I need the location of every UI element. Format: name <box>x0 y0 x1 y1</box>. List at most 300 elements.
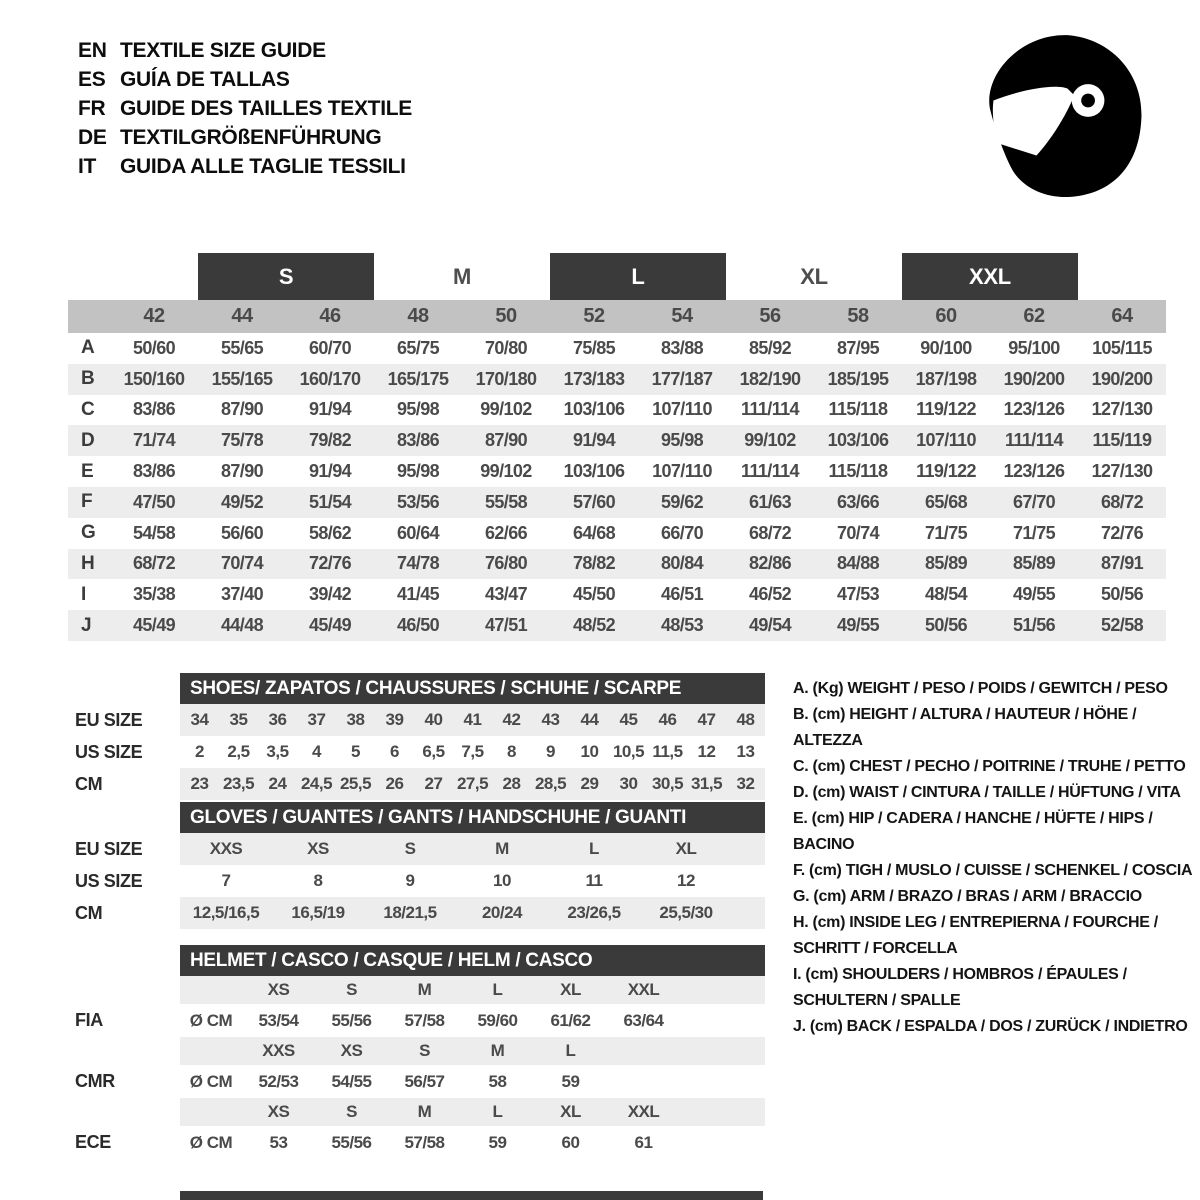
size-header-cell: M <box>417 1102 432 1121</box>
row-values <box>180 736 765 768</box>
value-cell: 26 <box>385 774 404 793</box>
size-cell: 87/90 <box>220 461 264 482</box>
table-row <box>68 487 1166 518</box>
size-header-cell: M <box>417 980 432 999</box>
row-values <box>180 976 765 1004</box>
size-cell: 83/86 <box>132 399 176 420</box>
size-header-cell: M <box>490 1041 505 1060</box>
value-cell: 61 <box>634 1132 653 1152</box>
language-row <box>78 36 412 65</box>
value-cell: 31,5 <box>690 774 723 793</box>
helmet-title: HELMET / CASCO / CASQUE / HELM / CASCO <box>180 945 765 976</box>
value-cell: 55/56 <box>331 1132 372 1152</box>
value-cell: 54/55 <box>331 1071 372 1091</box>
value-cell: 6,5 <box>422 742 445 761</box>
row-label: F <box>81 491 93 513</box>
size-cell: 48/53 <box>660 615 704 636</box>
size-cell: 67/70 <box>1012 491 1056 512</box>
table-row <box>68 579 1166 610</box>
size-cell: 87/95 <box>836 337 880 358</box>
row-values <box>180 1126 765 1159</box>
value-cell: 7 <box>221 871 231 890</box>
value-cell: XXS <box>209 839 243 858</box>
size-cell: 63/66 <box>836 491 880 512</box>
size-cell: 57/60 <box>572 491 616 512</box>
table-row <box>75 865 765 897</box>
value-cell: 30 <box>619 774 638 793</box>
size-cell: 105/115 <box>1092 337 1152 358</box>
value-cell: 24 <box>268 774 287 793</box>
row-label: US SIZE <box>75 870 143 891</box>
value-cell: 40 <box>424 710 443 729</box>
size-cell: 83/86 <box>396 430 440 451</box>
legend-item: I. (cm) SHOULDERS / HOMBROS / ÉPAULES / SCHULTERN / SPALLE <box>793 966 1127 1009</box>
size-cell: 65/75 <box>396 337 440 358</box>
size-cell: 95/100 <box>1008 337 1060 358</box>
table-row <box>68 610 1166 641</box>
size-cell: 50/60 <box>132 337 176 358</box>
size-cell: 64/68 <box>572 522 616 543</box>
value-cell: 45 <box>619 710 638 729</box>
size-header-cell: XXS <box>262 1041 295 1060</box>
value-cell: 30,5 <box>651 774 684 793</box>
legend-item: G. (cm) ARM / BRAZO / BRAS / ARM / BRACCIO <box>793 888 1142 905</box>
size-cell: 99/102 <box>744 430 796 451</box>
size-cell: 170/180 <box>475 368 537 389</box>
value-cell: 42 <box>502 710 521 729</box>
size-table-body <box>68 333 1166 641</box>
legend-item: E. (cm) HIP / CADERA / HANCHE / HÜFTE / HIPS / BACINO <box>793 810 1153 853</box>
value-cell: 59 <box>561 1071 580 1091</box>
size-column-header: 46 <box>319 305 341 327</box>
size-cell: 51/54 <box>308 491 352 512</box>
value-cell: XS <box>307 839 329 858</box>
size-band-m: M <box>452 263 472 289</box>
value-cell: 53 <box>269 1132 288 1152</box>
size-cell: 59/62 <box>660 491 704 512</box>
size-cell: 49/55 <box>1012 584 1056 605</box>
value-cell: 9 <box>405 871 415 890</box>
size-cell: 90/100 <box>920 337 972 358</box>
value-cell: 43 <box>541 710 560 729</box>
size-cell: 95/98 <box>396 461 440 482</box>
size-cell: 75/85 <box>572 337 616 358</box>
language-title: TEXTILE SIZE GUIDE <box>120 38 326 62</box>
size-cell: 91/94 <box>308 399 352 420</box>
size-column-header: 52 <box>583 305 605 327</box>
size-header-cell: XXL <box>627 980 660 999</box>
language-title: GUIDA ALLE TAGLIE TESSILI <box>120 154 406 178</box>
size-cell: 71/75 <box>924 522 968 543</box>
size-band-xl: XL <box>800 263 828 289</box>
value-cell: S <box>404 839 416 858</box>
size-cell: 72/76 <box>308 553 352 574</box>
size-band-row <box>68 253 1166 300</box>
size-cell: 115/118 <box>828 399 888 420</box>
row-label: B <box>81 368 95 390</box>
size-band-s: S <box>198 253 374 300</box>
size-cell: 51/56 <box>1012 615 1056 636</box>
row-label: US SIZE <box>75 741 143 762</box>
size-header-cell: L <box>565 1041 576 1060</box>
size-cell: 58/62 <box>308 522 352 543</box>
row-label: CM <box>75 773 103 794</box>
value-cell: 56/57 <box>404 1071 445 1091</box>
shoes-table <box>75 673 765 800</box>
row-label: CM <box>75 902 103 923</box>
legend-list <box>793 676 1200 1040</box>
size-cell: 45/49 <box>132 615 176 636</box>
size-cell: 91/94 <box>308 461 352 482</box>
size-cell: 107/110 <box>916 430 976 451</box>
size-cell: 87/90 <box>220 399 264 420</box>
value-cell: 9 <box>546 742 555 761</box>
size-header-cell: S <box>419 1041 430 1060</box>
size-cell: 35/38 <box>132 584 176 605</box>
size-cell: 155/165 <box>211 368 273 389</box>
table-row <box>68 425 1166 456</box>
size-header-cell: XL <box>560 980 581 999</box>
size-cell: 99/102 <box>480 399 532 420</box>
value-cell: 52/53 <box>258 1071 299 1091</box>
row-label: I <box>81 583 87 605</box>
value-cell: 34 <box>190 710 209 729</box>
table-row <box>75 1126 765 1159</box>
value-cell: 20/24 <box>481 903 523 922</box>
language-title: GUIDE DES TAILLES TEXTILE <box>120 96 412 120</box>
value-cell: XL <box>675 839 697 858</box>
size-column-header: 58 <box>847 305 869 327</box>
size-cell: 48/54 <box>924 584 968 605</box>
size-header-cell: XL <box>560 1102 581 1121</box>
value-cell: 25,5 <box>339 774 372 793</box>
shoes-rows <box>75 704 765 800</box>
value-cell: 18/21,5 <box>383 903 437 922</box>
row-label: CMR <box>75 1071 115 1091</box>
size-cell: 49/54 <box>748 615 792 636</box>
language-code: IT <box>78 154 97 178</box>
size-cell: 46/52 <box>748 584 792 605</box>
size-cell: 182/190 <box>739 368 801 389</box>
table-row <box>68 364 1166 395</box>
size-cell: 44/48 <box>220 615 264 636</box>
size-cell: 187/198 <box>915 368 977 389</box>
size-cell: 150/160 <box>123 368 185 389</box>
size-cell: 85/89 <box>924 553 968 574</box>
value-cell: 12,5/16,5 <box>192 903 260 922</box>
size-column-header: 42 <box>143 305 165 327</box>
language-title: GUÍA DE TALLAS <box>120 67 290 91</box>
size-cell: 99/102 <box>480 461 532 482</box>
row-values <box>180 1004 765 1037</box>
value-cell: 27 <box>424 774 443 793</box>
row-label: ECE <box>75 1132 111 1152</box>
row-label: G <box>81 522 96 544</box>
size-header-cell: XS <box>267 980 290 999</box>
size-cell: 123/126 <box>1003 399 1065 420</box>
row-values <box>180 1037 765 1065</box>
value-cell: 23,5 <box>222 774 255 793</box>
size-number-row <box>68 300 1166 333</box>
size-cell: 111/114 <box>1005 430 1063 451</box>
size-column-header: 62 <box>1023 305 1045 327</box>
size-cell: 46/50 <box>396 615 440 636</box>
value-cell: 61/62 <box>550 1010 591 1030</box>
value-cell: 35 <box>229 710 248 729</box>
size-cell: 173/183 <box>563 368 625 389</box>
language-code: ES <box>78 67 106 91</box>
language-title: TEXTILGRÖßENFÜHRUNG <box>120 125 382 149</box>
size-cell: 103/106 <box>563 399 625 420</box>
size-cell: 60/64 <box>396 522 440 543</box>
value-cell: 10,5 <box>612 742 645 761</box>
size-cell: 115/118 <box>828 461 888 482</box>
size-column-header: 60 <box>935 305 957 327</box>
size-cell: 45/49 <box>308 615 352 636</box>
gloves-title: GLOVES / GUANTES / GANTS / HANDSCHUHE / GUANTI <box>180 802 765 833</box>
value-cell: 23/26,5 <box>567 903 621 922</box>
size-cell: 87/91 <box>1100 553 1144 574</box>
size-cell: 85/89 <box>1012 553 1056 574</box>
size-cell: 83/86 <box>132 461 176 482</box>
row-label <box>75 976 180 1004</box>
size-cell: 76/80 <box>484 553 528 574</box>
size-cell: 55/65 <box>220 337 264 358</box>
row-label: C <box>81 398 95 420</box>
row-values <box>180 1098 765 1126</box>
row-values <box>180 897 765 929</box>
size-cell: 160/170 <box>299 368 361 389</box>
size-cell: 115/119 <box>1092 430 1152 451</box>
value-cell: 23 <box>190 774 209 793</box>
size-cell: 82/86 <box>748 553 792 574</box>
size-cell: 50/56 <box>1100 584 1144 605</box>
value-cell: 57/58 <box>404 1132 445 1152</box>
next-section-bar <box>180 1191 763 1200</box>
size-cell: 177/187 <box>651 368 713 389</box>
row-label <box>75 1098 180 1126</box>
value-cell: 12 <box>677 871 695 890</box>
legend-item: A. (Kg) WEIGHT / PESO / POIDS / GEWITCH / PESO <box>793 680 1168 697</box>
size-cell: 68/72 <box>132 553 176 574</box>
language-list <box>78 36 412 181</box>
size-cell: 37/40 <box>220 584 264 605</box>
row-label: EU SIZE <box>75 838 143 859</box>
value-cell: 11,5 <box>652 742 683 761</box>
value-cell: 59/60 <box>477 1010 518 1030</box>
value-cell: 27,5 <box>456 774 489 793</box>
table-row <box>75 1004 765 1037</box>
size-cell: 123/126 <box>1003 461 1065 482</box>
unit-cell: Ø CM <box>189 1010 233 1030</box>
size-column-header: 56 <box>759 305 781 327</box>
row-values <box>180 865 765 897</box>
table-row <box>75 704 765 736</box>
size-cell: 84/88 <box>836 553 880 574</box>
size-cell: 79/82 <box>308 430 352 451</box>
size-cell: 60/70 <box>308 337 352 358</box>
size-column-header: 50 <box>495 305 517 327</box>
row-values <box>180 704 765 736</box>
size-cell: 47/53 <box>836 584 880 605</box>
legend-item: C. (cm) CHEST / PECHO / POITRINE / TRUHE / PETTO <box>793 758 1186 775</box>
value-cell: 8 <box>313 871 323 890</box>
row-label: D <box>81 429 95 451</box>
value-cell: 16,5/19 <box>291 903 345 922</box>
size-cell: 75/78 <box>220 430 264 451</box>
size-cell: 70/74 <box>220 553 264 574</box>
value-cell: 59 <box>488 1132 507 1152</box>
gloves-rows <box>75 833 765 929</box>
size-cell: 127/130 <box>1091 399 1153 420</box>
table-row <box>68 333 1166 364</box>
size-header-cell: L <box>492 1102 503 1121</box>
size-cell: 111/114 <box>741 399 799 420</box>
size-cell: 65/68 <box>924 491 968 512</box>
size-cell: 48/52 <box>572 615 616 636</box>
language-row <box>78 65 412 94</box>
size-cell: 43/47 <box>484 584 528 605</box>
size-cell: 68/72 <box>748 522 792 543</box>
value-cell: 44 <box>580 710 599 729</box>
value-cell: 4 <box>312 742 321 761</box>
helmet-rows <box>75 976 765 1159</box>
value-cell: M <box>495 839 509 858</box>
size-cell: 190/200 <box>1091 368 1153 389</box>
value-cell: 55/56 <box>331 1010 372 1030</box>
size-cell: 83/88 <box>660 337 704 358</box>
row-label: A <box>81 337 95 359</box>
value-cell: 38 <box>346 710 365 729</box>
size-cell: 70/80 <box>484 337 528 358</box>
value-cell: 8 <box>507 742 516 761</box>
size-column-header: 54 <box>671 305 693 327</box>
size-cell: 74/78 <box>396 553 440 574</box>
size-cell: 107/110 <box>652 461 712 482</box>
value-cell: 10 <box>493 871 511 890</box>
unit-cell: Ø CM <box>189 1071 233 1091</box>
language-row <box>78 94 412 123</box>
row-label: H <box>81 552 95 574</box>
size-cell: 49/52 <box>220 491 264 512</box>
language-code: DE <box>78 125 107 149</box>
row-values <box>180 1065 765 1098</box>
value-cell: L <box>589 839 599 858</box>
language-code: EN <box>78 38 107 62</box>
value-cell: 32 <box>736 774 755 793</box>
value-cell: 47 <box>697 710 716 729</box>
language-row <box>78 123 412 152</box>
size-cell: 47/51 <box>484 615 528 636</box>
size-cell: 87/90 <box>484 430 528 451</box>
size-cell: 185/195 <box>827 368 889 389</box>
legend-item: D. (cm) WAIST / CINTURA / TAILLE / HÜFTUNG / VITA <box>793 784 1181 801</box>
size-cell: 95/98 <box>660 430 704 451</box>
size-cell: 49/55 <box>836 615 880 636</box>
helmet-size-row <box>75 1037 765 1065</box>
value-cell: 37 <box>307 710 326 729</box>
size-cell: 46/51 <box>660 584 704 605</box>
value-cell: 28 <box>502 774 521 793</box>
value-cell: 3,5 <box>266 742 289 761</box>
table-row <box>68 518 1166 549</box>
size-cell: 68/72 <box>1100 491 1144 512</box>
size-header-cell: S <box>346 1102 357 1121</box>
language-row <box>78 152 412 181</box>
table-row <box>75 736 765 768</box>
row-label: EU SIZE <box>75 709 143 730</box>
size-cell: 127/130 <box>1091 461 1153 482</box>
size-cell: 85/92 <box>748 337 792 358</box>
value-cell: 25,5/30 <box>659 903 713 922</box>
size-cell: 61/63 <box>748 491 792 512</box>
size-cell: 47/50 <box>132 491 176 512</box>
value-cell: 41 <box>463 710 482 729</box>
table-row <box>75 768 765 800</box>
table-row <box>68 395 1166 426</box>
size-band-l: L <box>550 253 726 300</box>
size-cell: 190/200 <box>1003 368 1065 389</box>
unit-cell: Ø CM <box>189 1132 233 1152</box>
textile-size-table <box>68 253 1166 641</box>
helmet-size-row <box>75 976 765 1004</box>
value-cell: 5 <box>351 742 360 761</box>
size-cell: 54/58 <box>132 522 176 543</box>
value-cell: 36 <box>268 710 287 729</box>
size-cell: 55/58 <box>484 491 528 512</box>
value-cell: 58 <box>488 1071 507 1091</box>
size-cell: 52/58 <box>1100 615 1144 636</box>
size-cell: 53/56 <box>396 491 440 512</box>
gloves-table <box>75 802 765 929</box>
size-cell: 165/175 <box>387 368 449 389</box>
size-column-header: 48 <box>407 305 429 327</box>
size-column-header: 64 <box>1111 305 1133 327</box>
value-cell: 2 <box>195 742 204 761</box>
value-cell: 53/54 <box>258 1010 299 1030</box>
size-cell: 95/98 <box>396 399 440 420</box>
value-cell: 63/64 <box>623 1010 664 1030</box>
value-cell: 29 <box>580 774 599 793</box>
size-cell: 72/76 <box>1100 522 1144 543</box>
table-row <box>75 833 765 865</box>
row-values <box>180 768 765 800</box>
size-cell: 50/56 <box>924 615 968 636</box>
row-label: E <box>81 460 94 482</box>
table-row <box>68 456 1166 487</box>
row-label <box>75 1037 180 1065</box>
size-cell: 103/106 <box>563 461 625 482</box>
value-cell: 57/58 <box>404 1010 445 1030</box>
value-cell: 2,5 <box>227 742 250 761</box>
legend-item: H. (cm) INSIDE LEG / ENTREPIERNA / FOURCHE / SCHRITT / FORCELLA <box>793 914 1158 957</box>
size-cell: 66/70 <box>660 522 704 543</box>
helmet-size-row <box>75 1098 765 1126</box>
value-cell: 39 <box>385 710 404 729</box>
size-cell: 111/114 <box>741 461 799 482</box>
size-cell: 70/74 <box>836 522 880 543</box>
size-cell: 119/122 <box>916 399 976 420</box>
row-label: FIA <box>75 1010 103 1030</box>
size-cell: 41/45 <box>396 584 440 605</box>
legend-item: J. (cm) BACK / ESPALDA / DOS / ZURÜCK / INDIETRO <box>793 1018 1188 1035</box>
value-cell: 10 <box>580 742 599 761</box>
size-header-cell: S <box>346 980 357 999</box>
size-column-header: 44 <box>231 305 253 327</box>
language-code: FR <box>78 96 106 120</box>
size-cell: 39/42 <box>308 584 352 605</box>
row-values <box>180 833 765 865</box>
